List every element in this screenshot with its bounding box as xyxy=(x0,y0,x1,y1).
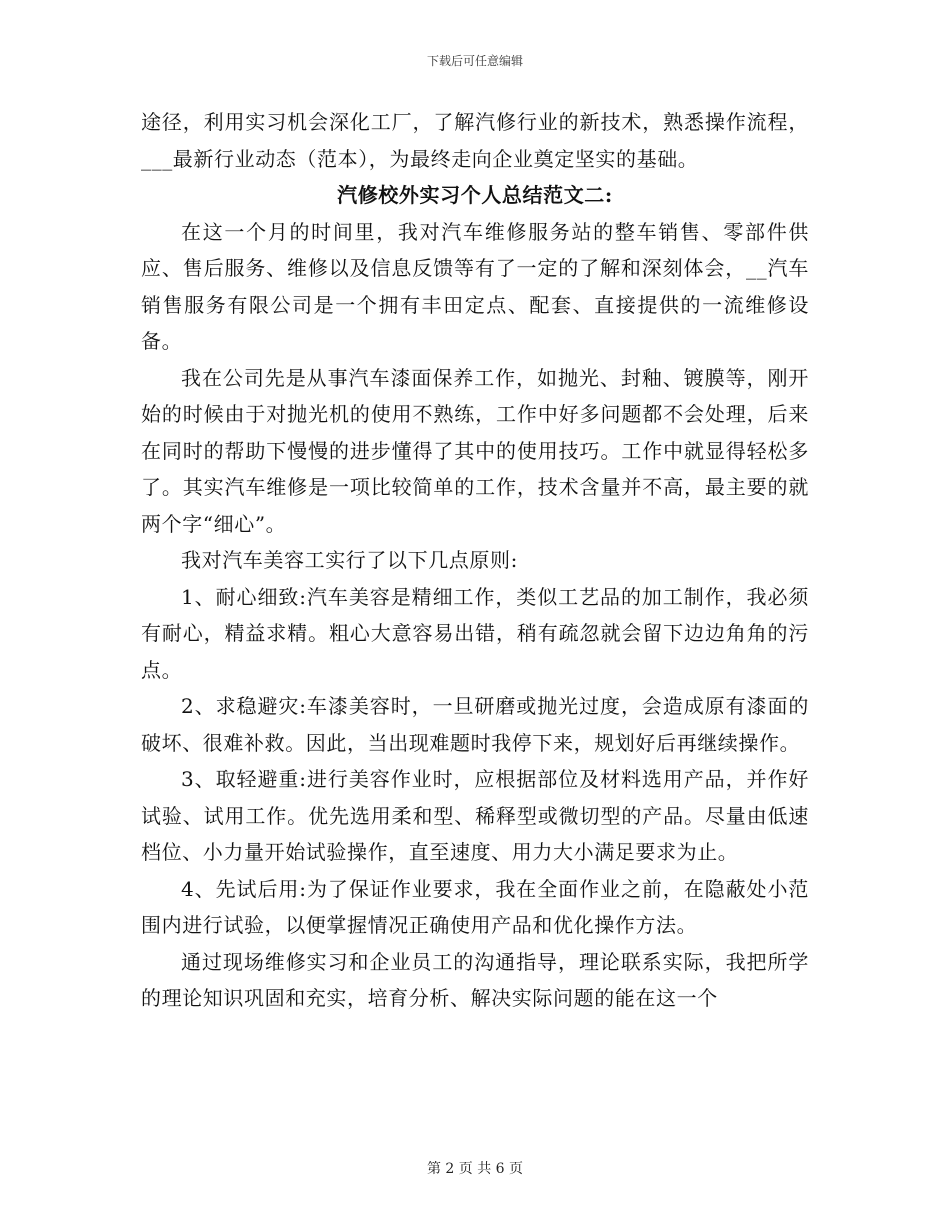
page-header-note: 下载后可任意编辑 xyxy=(426,54,523,68)
paragraph-5: 2、求稳避灾:车漆美容时，一旦研磨或抛光过度，会造成原有漆面的破坏、很难补救。因此，当出现难题时我停下来，规划好后再继续操作。 xyxy=(141,694,809,755)
paragraph-2: 我在公司先是从事汽车漆面保养工作，如抛光、封釉、镀膜等，刚开始的时候由于对抛光机的使用不熟练，工作中好多问题都不会处理，后来在同时的帮助下慢慢的进步懂得了其中的使用技巧。工作中就显得轻松多了。其实汽车维修是一项比较简单的工作，技术含量并不高，最主要的就两个字“细心”。 xyxy=(141,365,809,536)
paragraph-4: 1、耐心细致:汽车美容是精细工作，类似工艺品的加工制作，我必须有耐心，精益求精。粗心大意容易出错，稍有疏忽就会留下边边角角的污点。 xyxy=(141,584,809,682)
paragraph-8: 通过现场维修实习和企业员工的沟通指导，理论联系实际，我把所学的理论知识巩固和充实，培育分析、解决实际问题的能在这一个 xyxy=(141,949,809,1010)
paragraph-6: 3、取轻避重:进行美容作业时，应根据部位及材料选用产品，并作好试验、试用工作。优先选用柔和型、稀释型或微切型的产品。尽量由低速档位、小力量开始试验操作，直至速度、用力大小满足要求为止。 xyxy=(141,767,809,864)
paragraph-7: 4、先试后用:为了保证作业要求，我在全面作业之前，在隐蔽处小范围内进行试验，以便掌握情况正确使用产品和优化操作方法。 xyxy=(141,876,809,937)
section-title: 汽修校外实习个人总结范文二: xyxy=(337,183,613,207)
paragraph-3: 我对汽车美容工实行了以下几点原则: xyxy=(181,548,518,572)
continuation-paragraph: 途径，利用实习机会深化工厂，了解汽修行业的新技术，熟悉操作流程，___最新行业动态（范本），为最终走向企业奠定坚实的基础。 xyxy=(141,110,809,171)
document-body xyxy=(141,104,809,1017)
page-number: 第 2 页 共 6 页 xyxy=(426,1161,524,1177)
paragraph-1: 在这一个月的时间里，我对汽车维修服务站的整车销售、零部件供应、售后服务、维修以及信息反馈等有了一定的了解和深刻体会，__汽车销售服务有限公司是一个拥有丰田定点、配套、直接提供的一流维修设备。 xyxy=(141,219,809,353)
